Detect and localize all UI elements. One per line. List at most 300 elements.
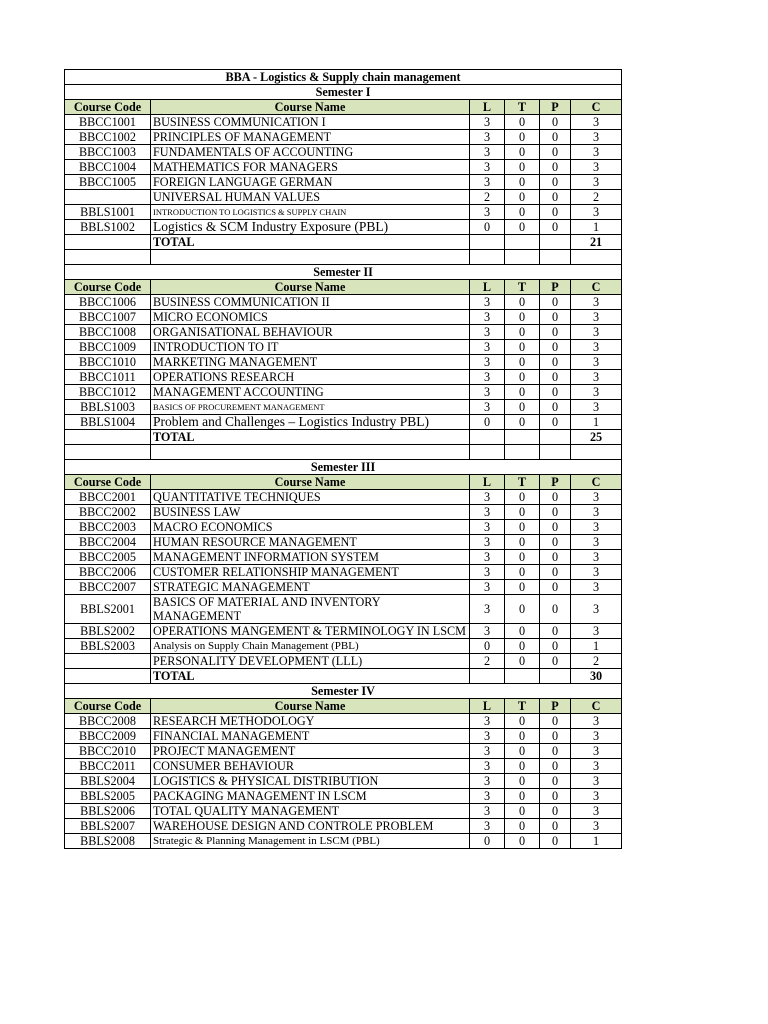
course-name: CONSUMER BEHAVIOUR: [151, 759, 470, 774]
tutorial-hours: 0: [505, 355, 540, 370]
course-name: MANAGEMENT INFORMATION SYSTEM: [151, 550, 470, 565]
course-name: PROJECT MANAGEMENT: [151, 744, 470, 759]
course-code: BBLS1001: [65, 205, 151, 220]
tutorial-hours: 0: [505, 535, 540, 550]
course-row: [65, 355, 622, 370]
header-t: T: [505, 280, 540, 295]
tutorial-hours: 0: [505, 520, 540, 535]
lecture-hours: 3: [470, 774, 505, 789]
tutorial-hours: 0: [505, 205, 540, 220]
credits: 3: [571, 595, 622, 624]
course-row: [65, 834, 622, 849]
tutorial-hours: 0: [505, 595, 540, 624]
course-name: BASICS OF PROCUREMENT MANAGEMENT: [151, 400, 470, 415]
lecture-hours: 3: [470, 355, 505, 370]
course-code: BBCC2001: [65, 490, 151, 505]
course-row: [65, 654, 622, 669]
empty-cell: [571, 250, 622, 265]
course-row: [65, 714, 622, 729]
credits: 3: [571, 505, 622, 520]
empty-cell: [505, 669, 540, 684]
course-row: [65, 415, 622, 430]
lecture-hours: 3: [470, 340, 505, 355]
course-code: BBCC2002: [65, 505, 151, 520]
practical-hours: 0: [540, 789, 571, 804]
credits: 2: [571, 190, 622, 205]
tutorial-hours: 0: [505, 639, 540, 654]
course-name: Logistics & SCM Industry Exposure (PBL): [151, 220, 470, 235]
course-row: [65, 819, 622, 834]
total-row: [65, 430, 622, 445]
header-course-code: Course Code: [65, 280, 151, 295]
course-code: BBLS2005: [65, 789, 151, 804]
course-name: INTRODUCTION TO IT: [151, 340, 470, 355]
course-row: [65, 595, 622, 624]
tutorial-hours: 0: [505, 295, 540, 310]
course-row: [65, 759, 622, 774]
course-code: BBLS2003: [65, 639, 151, 654]
course-code: BBCC2007: [65, 580, 151, 595]
course-row: [65, 400, 622, 415]
empty-cell: [470, 445, 505, 460]
course-code: BBLS2007: [65, 819, 151, 834]
course-row: [65, 565, 622, 580]
empty-cell: [540, 669, 571, 684]
tutorial-hours: 0: [505, 505, 540, 520]
course-row: [65, 580, 622, 595]
course-row: [65, 624, 622, 639]
credits: 3: [571, 535, 622, 550]
total-row: [65, 669, 622, 684]
empty-cell: [571, 445, 622, 460]
credits: 3: [571, 175, 622, 190]
header-course-name: Course Name: [151, 699, 470, 714]
practical-hours: 0: [540, 415, 571, 430]
course-code: BBCC1012: [65, 385, 151, 400]
credits: 3: [571, 205, 622, 220]
practical-hours: 0: [540, 160, 571, 175]
course-code: [65, 654, 151, 669]
header-course-name: Course Name: [151, 475, 470, 490]
course-code: BBCC2003: [65, 520, 151, 535]
credits: 1: [571, 639, 622, 654]
practical-hours: 0: [540, 175, 571, 190]
empty-cell: [505, 430, 540, 445]
course-code: BBLS2002: [65, 624, 151, 639]
tutorial-hours: 0: [505, 385, 540, 400]
course-name: MATHEMATICS FOR MANAGERS: [151, 160, 470, 175]
course-code: BBCC1010: [65, 355, 151, 370]
tutorial-hours: 0: [505, 160, 540, 175]
tutorial-hours: 0: [505, 789, 540, 804]
course-code: BBCC2004: [65, 535, 151, 550]
header-p: P: [540, 699, 571, 714]
course-row: [65, 774, 622, 789]
credits: 2: [571, 654, 622, 669]
empty-cell: [470, 235, 505, 250]
practical-hours: 0: [540, 535, 571, 550]
course-row: [65, 490, 622, 505]
lecture-hours: 3: [470, 130, 505, 145]
practical-hours: 0: [540, 205, 571, 220]
credits: 3: [571, 355, 622, 370]
course-code: BBCC1011: [65, 370, 151, 385]
column-header-row: [65, 475, 622, 490]
credits: 3: [571, 115, 622, 130]
course-row: [65, 385, 622, 400]
total-label: TOTAL: [151, 669, 470, 684]
practical-hours: 0: [540, 714, 571, 729]
empty-cell: [65, 235, 151, 250]
lecture-hours: 3: [470, 550, 505, 565]
semester-row: [65, 85, 622, 100]
practical-hours: 0: [540, 759, 571, 774]
header-p: P: [540, 280, 571, 295]
credits: 3: [571, 520, 622, 535]
column-header-row: [65, 280, 622, 295]
practical-hours: 0: [540, 804, 571, 819]
lecture-hours: 0: [470, 639, 505, 654]
course-row: [65, 639, 622, 654]
credits: 3: [571, 145, 622, 160]
tutorial-hours: 0: [505, 130, 540, 145]
empty-cell: [470, 250, 505, 265]
course-code: BBCC1003: [65, 145, 151, 160]
course-name: UNIVERSAL HUMAN VALUES: [151, 190, 470, 205]
course-name: LOGISTICS & PHYSICAL DISTRIBUTION: [151, 774, 470, 789]
curriculum-table: [64, 69, 622, 849]
empty-cell: [470, 669, 505, 684]
lecture-hours: 3: [470, 804, 505, 819]
practical-hours: 0: [540, 834, 571, 849]
tutorial-hours: 0: [505, 744, 540, 759]
course-row: [65, 220, 622, 235]
course-row: [65, 505, 622, 520]
tutorial-hours: 0: [505, 400, 540, 415]
empty-cell: [505, 445, 540, 460]
header-l: L: [470, 699, 505, 714]
header-p: P: [540, 475, 571, 490]
total-credits: 25: [571, 430, 622, 445]
credits: 1: [571, 415, 622, 430]
tutorial-hours: 0: [505, 714, 540, 729]
tutorial-hours: 0: [505, 580, 540, 595]
lecture-hours: 3: [470, 819, 505, 834]
empty-cell: [151, 250, 470, 265]
credits: 3: [571, 295, 622, 310]
credits: 3: [571, 340, 622, 355]
practical-hours: 0: [540, 400, 571, 415]
course-name: ORGANISATIONAL BEHAVIOUR: [151, 325, 470, 340]
lecture-hours: 3: [470, 744, 505, 759]
tutorial-hours: 0: [505, 310, 540, 325]
tutorial-hours: 0: [505, 115, 540, 130]
column-header-row: [65, 100, 622, 115]
spacer-row: [65, 250, 622, 265]
course-code: [65, 190, 151, 205]
empty-cell: [540, 445, 571, 460]
tutorial-hours: 0: [505, 550, 540, 565]
lecture-hours: 3: [470, 160, 505, 175]
total-label: TOTAL: [151, 235, 470, 250]
empty-cell: [540, 235, 571, 250]
course-name: PRINCIPLES OF MANAGEMENT: [151, 130, 470, 145]
credits: 1: [571, 834, 622, 849]
total-credits: 21: [571, 235, 622, 250]
practical-hours: 0: [540, 370, 571, 385]
header-t: T: [505, 100, 540, 115]
header-course-code: Course Code: [65, 475, 151, 490]
practical-hours: 0: [540, 550, 571, 565]
empty-cell: [470, 430, 505, 445]
semester-title: Semester I: [65, 85, 622, 100]
tutorial-hours: 0: [505, 220, 540, 235]
course-code: BBCC1009: [65, 340, 151, 355]
course-code: BBLS1004: [65, 415, 151, 430]
course-code: BBCC1001: [65, 115, 151, 130]
lecture-hours: 3: [470, 205, 505, 220]
credits: 3: [571, 325, 622, 340]
lecture-hours: 0: [470, 834, 505, 849]
lecture-hours: 3: [470, 759, 505, 774]
credits: 3: [571, 759, 622, 774]
course-code: BBCC1008: [65, 325, 151, 340]
credits: 3: [571, 624, 622, 639]
practical-hours: 0: [540, 580, 571, 595]
practical-hours: 0: [540, 190, 571, 205]
course-name: BUSINESS LAW: [151, 505, 470, 520]
tutorial-hours: 0: [505, 190, 540, 205]
course-row: [65, 789, 622, 804]
course-row: [65, 115, 622, 130]
header-c: C: [571, 100, 622, 115]
course-name: FUNDAMENTALS OF ACCOUNTING: [151, 145, 470, 160]
lecture-hours: 3: [470, 624, 505, 639]
course-code: BBCC1005: [65, 175, 151, 190]
course-code: BBCC2006: [65, 565, 151, 580]
header-t: T: [505, 475, 540, 490]
practical-hours: 0: [540, 729, 571, 744]
empty-cell: [505, 250, 540, 265]
course-code: BBCC2010: [65, 744, 151, 759]
tutorial-hours: 0: [505, 834, 540, 849]
course-name: OPERATIONS MANGEMENT & TERMINOLOGY IN LSCM: [151, 624, 470, 639]
tutorial-hours: 0: [505, 759, 540, 774]
course-name: Problem and Challenges – Logistics Industry PBL): [151, 415, 470, 430]
course-row: [65, 310, 622, 325]
course-code: BBCC1002: [65, 130, 151, 145]
lecture-hours: 3: [470, 565, 505, 580]
credits: 3: [571, 310, 622, 325]
lecture-hours: 3: [470, 115, 505, 130]
total-label: TOTAL: [151, 430, 470, 445]
tutorial-hours: 0: [505, 729, 540, 744]
empty-cell: [505, 235, 540, 250]
practical-hours: 0: [540, 325, 571, 340]
course-name: PACKAGING MANAGEMENT IN LSCM: [151, 789, 470, 804]
tutorial-hours: 0: [505, 490, 540, 505]
course-code: BBCC2008: [65, 714, 151, 729]
course-name: PERSONALITY DEVELOPMENT (LLL): [151, 654, 470, 669]
credits: 3: [571, 370, 622, 385]
header-course-name: Course Name: [151, 100, 470, 115]
practical-hours: 0: [540, 310, 571, 325]
course-row: [65, 160, 622, 175]
lecture-hours: 3: [470, 145, 505, 160]
header-l: L: [470, 100, 505, 115]
course-name: RESEARCH METHODOLOGY: [151, 714, 470, 729]
lecture-hours: 3: [470, 714, 505, 729]
practical-hours: 0: [540, 295, 571, 310]
lecture-hours: 3: [470, 295, 505, 310]
course-name: STRATEGIC MANAGEMENT: [151, 580, 470, 595]
header-c: C: [571, 475, 622, 490]
spacer-row: [65, 445, 622, 460]
course-code: BBLS1003: [65, 400, 151, 415]
semester-row: [65, 460, 622, 475]
tutorial-hours: 0: [505, 654, 540, 669]
practical-hours: 0: [540, 654, 571, 669]
course-name: TOTAL QUALITY MANAGEMENT: [151, 804, 470, 819]
header-l: L: [470, 475, 505, 490]
curriculum-body: [65, 70, 622, 849]
course-name: MICRO ECONOMICS: [151, 310, 470, 325]
practical-hours: 0: [540, 624, 571, 639]
lecture-hours: 0: [470, 220, 505, 235]
tutorial-hours: 0: [505, 804, 540, 819]
tutorial-hours: 0: [505, 415, 540, 430]
course-code: BBCC1004: [65, 160, 151, 175]
course-code: BBLS2001: [65, 595, 151, 624]
document-title: BBA - Logistics & Supply chain management: [65, 70, 622, 85]
course-code: BBCC1007: [65, 310, 151, 325]
header-course-name: Course Name: [151, 280, 470, 295]
course-name: CUSTOMER RELATIONSHIP MANAGEMENT: [151, 565, 470, 580]
practical-hours: 0: [540, 595, 571, 624]
course-name: OPERATIONS RESEARCH: [151, 370, 470, 385]
lecture-hours: 3: [470, 505, 505, 520]
course-row: [65, 550, 622, 565]
course-code: BBCC2005: [65, 550, 151, 565]
tutorial-hours: 0: [505, 370, 540, 385]
credits: 3: [571, 729, 622, 744]
practical-hours: 0: [540, 774, 571, 789]
credits: 3: [571, 400, 622, 415]
semester-title: Semester IV: [65, 684, 622, 699]
lecture-hours: 3: [470, 310, 505, 325]
course-row: [65, 325, 622, 340]
credits: 1: [571, 220, 622, 235]
lecture-hours: 3: [470, 535, 505, 550]
lecture-hours: 2: [470, 654, 505, 669]
course-name: MARKETING MANAGEMENT: [151, 355, 470, 370]
lecture-hours: 3: [470, 325, 505, 340]
tutorial-hours: 0: [505, 819, 540, 834]
course-name: BASICS OF MATERIAL AND INVENTORY MANAGEMENT: [151, 595, 470, 624]
semester-row: [65, 684, 622, 699]
header-c: C: [571, 280, 622, 295]
tutorial-hours: 0: [505, 565, 540, 580]
practical-hours: 0: [540, 340, 571, 355]
practical-hours: 0: [540, 115, 571, 130]
lecture-hours: 3: [470, 400, 505, 415]
empty-cell: [65, 430, 151, 445]
title-row: [65, 70, 622, 85]
column-header-row: [65, 699, 622, 714]
credits: 3: [571, 550, 622, 565]
practical-hours: 0: [540, 819, 571, 834]
lecture-hours: 3: [470, 520, 505, 535]
course-name: MANAGEMENT ACCOUNTING: [151, 385, 470, 400]
lecture-hours: 3: [470, 175, 505, 190]
tutorial-hours: 0: [505, 175, 540, 190]
course-name: INTRODUCTION TO LOGISTICS & SUPPLY CHAIN: [151, 205, 470, 220]
header-p: P: [540, 100, 571, 115]
header-t: T: [505, 699, 540, 714]
empty-cell: [65, 445, 151, 460]
course-row: [65, 804, 622, 819]
empty-cell: [151, 445, 470, 460]
course-code: BBCC2009: [65, 729, 151, 744]
total-credits: 30: [571, 669, 622, 684]
lecture-hours: 3: [470, 580, 505, 595]
lecture-hours: 3: [470, 490, 505, 505]
course-row: [65, 340, 622, 355]
course-name: BUSINESS COMMUNICATION I: [151, 115, 470, 130]
course-row: [65, 520, 622, 535]
course-row: [65, 190, 622, 205]
practical-hours: 0: [540, 490, 571, 505]
course-name: HUMAN RESOURCE MANAGEMENT: [151, 535, 470, 550]
course-name: Strategic & Planning Management in LSCM (PBL): [151, 834, 470, 849]
credits: 3: [571, 385, 622, 400]
course-name: QUANTITATIVE TECHNIQUES: [151, 490, 470, 505]
course-row: [65, 535, 622, 550]
practical-hours: 0: [540, 744, 571, 759]
total-row: [65, 235, 622, 250]
course-row: [65, 130, 622, 145]
lecture-hours: 3: [470, 595, 505, 624]
lecture-hours: 3: [470, 789, 505, 804]
course-code: BBCC1006: [65, 295, 151, 310]
semester-row: [65, 265, 622, 280]
course-row: [65, 744, 622, 759]
lecture-hours: 3: [470, 729, 505, 744]
course-name: MACRO ECONOMICS: [151, 520, 470, 535]
practical-hours: 0: [540, 130, 571, 145]
lecture-hours: 0: [470, 415, 505, 430]
credits: 3: [571, 804, 622, 819]
credits: 3: [571, 819, 622, 834]
practical-hours: 0: [540, 505, 571, 520]
course-code: BBLS1002: [65, 220, 151, 235]
course-code: BBLS2006: [65, 804, 151, 819]
course-row: [65, 145, 622, 160]
practical-hours: 0: [540, 355, 571, 370]
practical-hours: 0: [540, 639, 571, 654]
empty-cell: [540, 250, 571, 265]
credits: 3: [571, 580, 622, 595]
header-l: L: [470, 280, 505, 295]
tutorial-hours: 0: [505, 325, 540, 340]
course-name: WAREHOUSE DESIGN AND CONTROLE PROBLEM: [151, 819, 470, 834]
header-course-code: Course Code: [65, 699, 151, 714]
credits: 3: [571, 490, 622, 505]
practical-hours: 0: [540, 385, 571, 400]
credits: 3: [571, 714, 622, 729]
lecture-hours: 3: [470, 370, 505, 385]
empty-cell: [65, 669, 151, 684]
